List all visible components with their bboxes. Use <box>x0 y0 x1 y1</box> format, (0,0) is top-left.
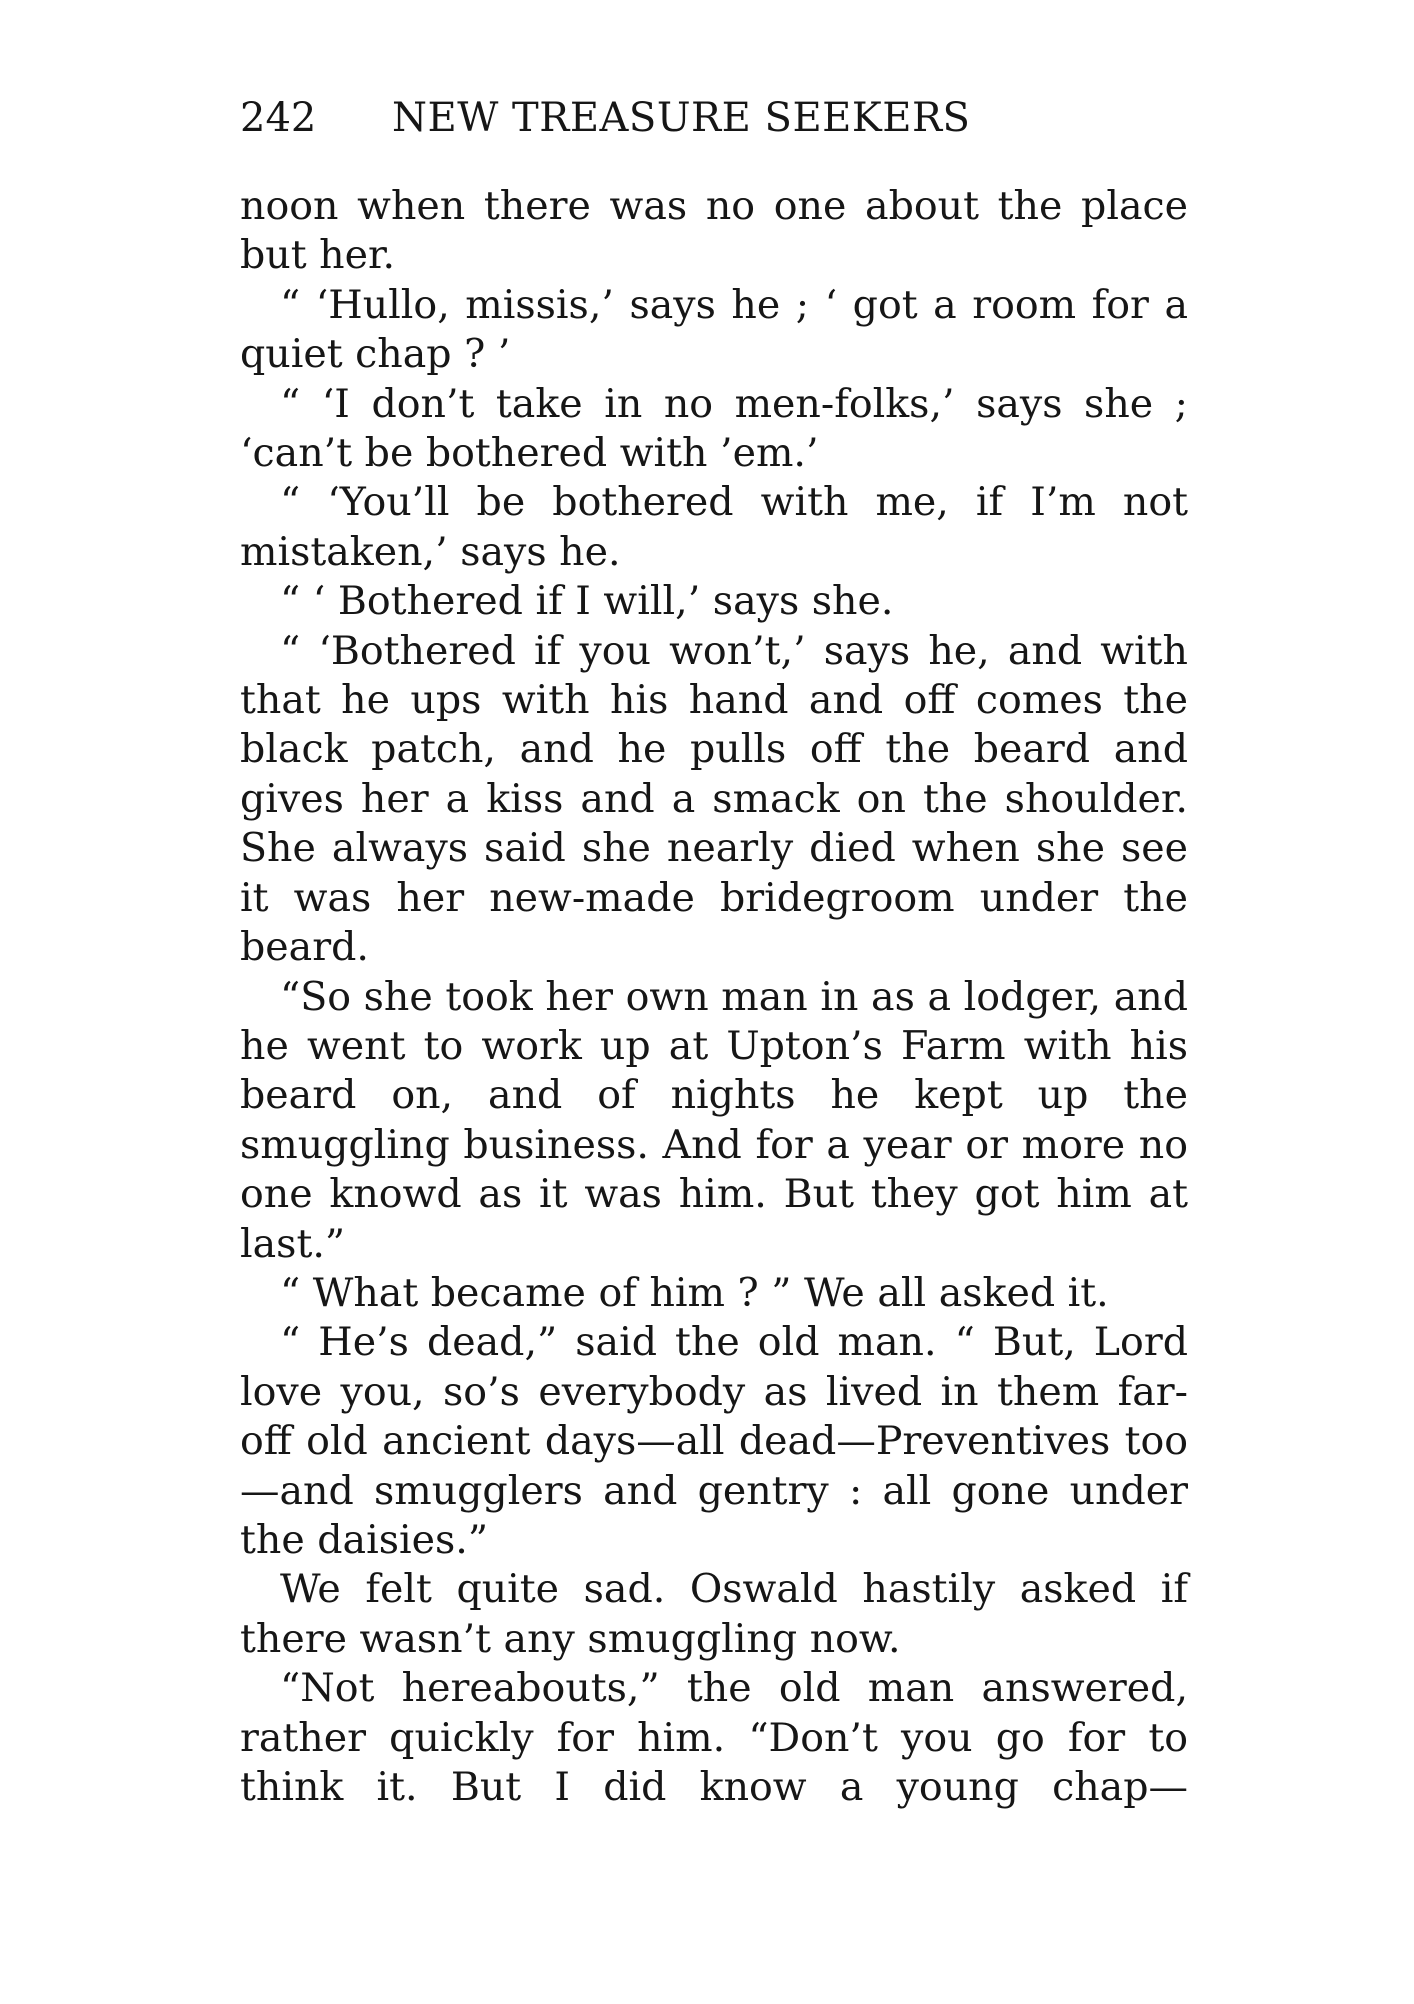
page-number: 242 <box>240 95 317 141</box>
paragraph: “ What became of him ? ” We all asked it. <box>280 1269 1109 1316</box>
paragraph: “Not hereabouts,” the old man answered, rather quickly for him. “Don’t you go for to think it. But I did know a young chap— <box>240 1665 1188 1810</box>
paragraph: “ ‘I don’t take in no men-folks,’ says she ; ‘can’t be bothered with ’em.’ <box>240 380 1188 477</box>
paragraph: We felt quite sad. Oswald hastily asked if there wasn’t any smuggling now. <box>240 1566 1188 1662</box>
paragraph: “So she took her own man in as a lodger, and he went to work up at Upton’s Farm with his beard on, and of nights he kept up the smuggling business. And for a year or more no one knowd as it was him. But they got him at last.” <box>240 973 1188 1267</box>
paragraph: “ He’s dead,” said the old man. “ But, Lord love you, so’s everybody as lived in them far-off old ancient days—all dead—Preventives too—and smugglers and gentry : all gone under the daisies.” <box>240 1319 1188 1563</box>
paragraph: “ ‘You’ll be bothered with me, if I’m not mistaken,’ says he. <box>240 479 1188 575</box>
running-head <box>240 88 1040 148</box>
paragraph: “ ‘ Bothered if I will,’ says she. <box>280 578 894 625</box>
book-title: NEW TREASURE SEEKERS <box>392 95 971 141</box>
paragraph: noon when there was no one about the place but her. <box>240 183 1188 279</box>
body-text <box>240 182 1188 1812</box>
paragraph: “ ‘Bothered if you won’t,’ says he, and with that he ups with his hand and off comes the black patch, and he pulls off the beard and gives her a kiss and a smack on the shoulder. She always said she nearly died when she see it was her new-made bridegroom under the beard. <box>240 627 1188 971</box>
paragraph: “ ‘Hullo, missis,’ says he ; ‘ got a room for a quiet chap ? ’ <box>240 281 1188 378</box>
